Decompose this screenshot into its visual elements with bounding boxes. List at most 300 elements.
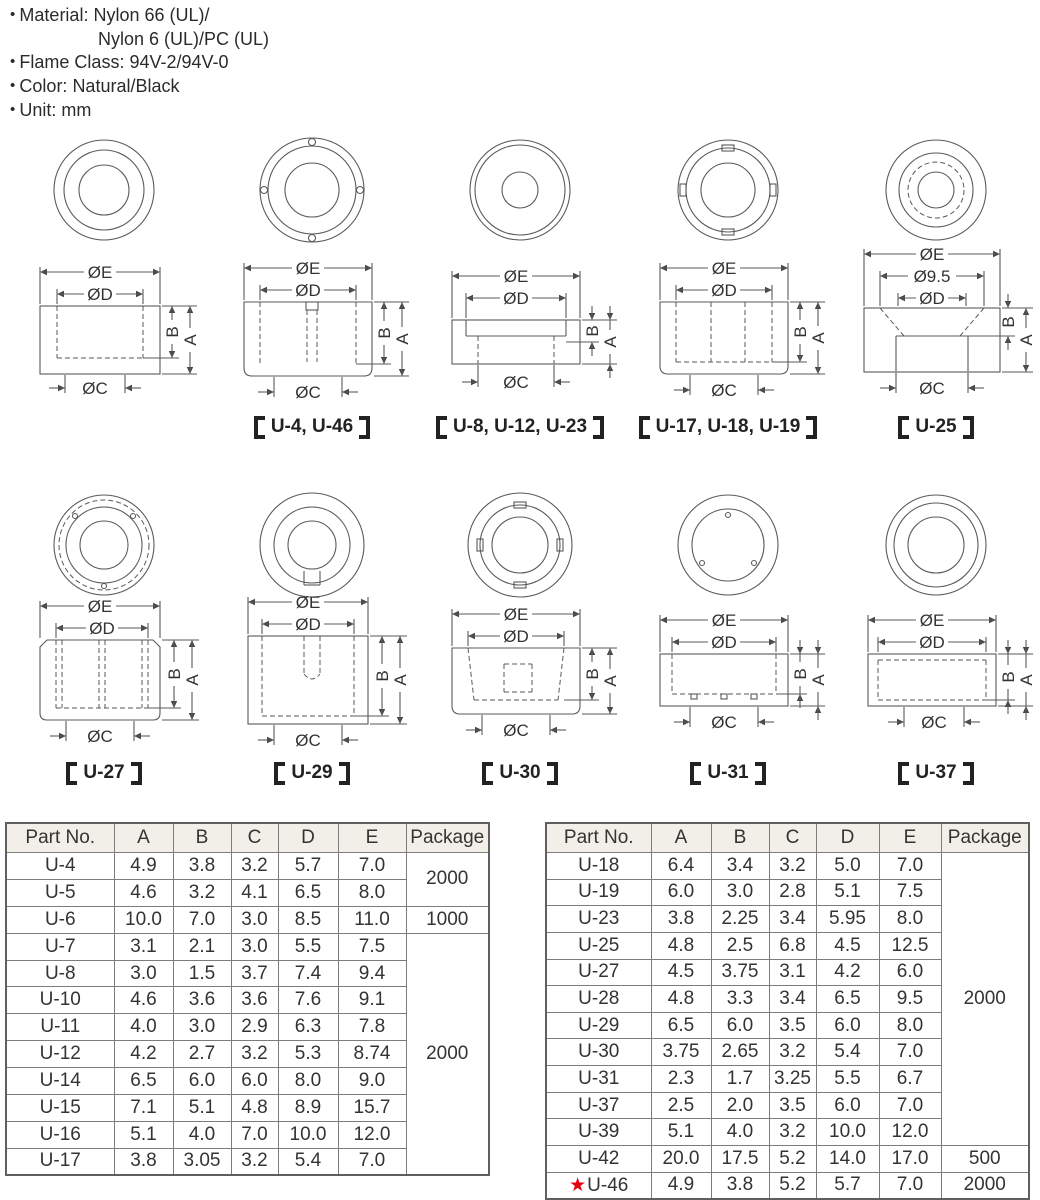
part-cell [546,1172,651,1199]
value-cell: 2.9 [231,1014,278,1041]
value-cell: 6.0 [879,959,941,986]
left-bracket-icon [274,762,285,785]
spec-flame-class [10,51,269,75]
table-row [6,906,489,933]
dim-label: A [1017,334,1036,346]
spec-table-left-mount [5,822,490,1176]
dim-label: A [809,332,828,344]
value-cell: 7.0 [879,853,941,880]
value-cell: 5.7 [816,1172,879,1199]
dim-label: A [1017,674,1036,686]
part-cell [6,960,114,987]
drawings-row-1 [0,124,1040,440]
value-cell: 5.95 [816,906,879,933]
value-cell: 7.0 [173,906,231,933]
left-bracket-icon [898,762,909,785]
part-drawing-svg [624,124,832,412]
value-cell: 3.2 [769,1119,816,1146]
value-cell: 3.75 [651,1039,711,1066]
table-row [6,933,489,960]
dim-label: ØD [89,619,115,638]
column-header: D [816,823,879,853]
part-number: U-4 [44,854,76,876]
part-label [66,760,141,786]
part-drawing-svg [832,124,1040,412]
value-cell: 3.1 [114,933,173,960]
right-bracket-icon [963,416,974,439]
value-cell: 8.5 [278,906,338,933]
part-drawing-u-31 [624,468,832,786]
part-drawing-u-25 [832,124,1040,440]
value-cell: 5.1 [173,1095,231,1122]
column-header: B [173,823,231,853]
part-label [690,760,765,786]
drawings-row-2 [0,468,1040,786]
left-bracket-icon [254,416,265,439]
part-number: U-30 [578,1041,620,1063]
value-cell: 2.65 [711,1039,769,1066]
dim-label: ØD [503,289,529,308]
part-label [898,760,973,786]
part-label-text: U-25 [915,416,957,437]
dim-label: ØE [503,605,529,624]
part-label-text: U-37 [915,762,957,783]
part-number: U-14 [39,1070,81,1092]
value-cell: 10.0 [278,1121,338,1148]
part-cell [546,1066,651,1093]
dim-label: B [583,668,602,680]
part-drawing-svg [832,468,1040,758]
value-cell: 3.2 [231,853,278,880]
value-cell: 7.0 [231,1121,278,1148]
left-bracket-icon [482,762,493,785]
value-cell: 9.1 [338,987,406,1014]
part-drawing-u-27 [0,468,208,786]
value-cell: 4.5 [651,959,711,986]
spec-header [10,4,269,123]
value-cell: 11.0 [338,906,406,933]
value-cell: 5.5 [816,1066,879,1093]
value-cell: 2.3 [651,1066,711,1093]
value-cell: 8.9 [278,1095,338,1122]
value-cell: 3.8 [173,853,231,880]
table-row [546,853,1029,880]
value-cell: 8.0 [338,879,406,906]
dim-label: ØC [921,713,947,732]
part-number: U-8 [44,962,76,984]
package-cell: 2000 [941,1172,1029,1199]
value-cell: 6.8 [769,932,816,959]
spec-unit-text: Unit: mm [19,100,92,120]
value-cell: 4.9 [651,1172,711,1199]
part-number: U-27 [578,961,620,983]
dim-label: ØC [711,713,737,732]
part-cell [6,1068,114,1095]
value-cell: 5.2 [769,1172,816,1199]
spec-color [10,75,269,99]
table-row [6,853,489,880]
value-cell: 3.75 [711,959,769,986]
value-cell: 3.05 [173,1148,231,1175]
part-label-text: U-17, U-18, U-19 [655,416,801,437]
part-number: U-37 [578,1094,620,1116]
value-cell: 4.2 [114,1041,173,1068]
package-cell: 2000 [406,933,489,1175]
value-cell: 3.25 [769,1066,816,1093]
value-cell: 3.7 [231,960,278,987]
value-cell: 1.5 [173,960,231,987]
value-cell: 3.2 [173,879,231,906]
dim-label: ØD [919,633,945,652]
value-cell: 17.0 [879,1146,941,1173]
spec-color-text: Color: Natural/Black [19,76,180,96]
dim-label: B [583,325,602,337]
value-cell: 6.5 [651,1012,711,1039]
value-cell: 6.4 [651,853,711,880]
value-cell: 3.2 [769,853,816,880]
value-cell: 3.4 [711,853,769,880]
dim-label: B [999,316,1018,328]
dim-label: ØE [711,611,737,630]
part-drawing-svg [0,124,208,412]
value-cell: 2.25 [711,906,769,933]
part-cell [546,986,651,1013]
part-label [898,414,973,440]
value-cell: 7.0 [338,853,406,880]
column-header: E [879,823,941,853]
value-cell: 7.0 [879,1039,941,1066]
part-cell [546,1092,651,1119]
column-header: Package [941,823,1029,853]
value-cell: 12.5 [879,932,941,959]
part-number: U-25 [578,934,620,956]
part-cell [6,1121,114,1148]
dim-label: ØD [503,627,529,646]
dim-label: ØC [503,373,529,392]
package-cell: 500 [941,1146,1029,1173]
column-header: D [278,823,338,853]
value-cell: 3.4 [769,906,816,933]
part-cell [546,932,651,959]
value-cell: 3.5 [769,1092,816,1119]
value-cell: 8.74 [338,1041,406,1068]
dim-label: ØC [295,383,321,402]
dim-label: A [181,334,200,346]
part-label-text: U-29 [291,762,333,783]
value-cell: 2.5 [711,932,769,959]
part-cell [6,1095,114,1122]
dim-label: ØC [295,731,321,750]
right-bracket-icon [963,762,974,785]
value-cell: 6.7 [879,1066,941,1093]
part-cell [546,853,651,880]
dim-label: ØE [87,597,113,616]
value-cell: 6.5 [278,879,338,906]
value-cell: 6.5 [114,1068,173,1095]
part-number: U-46 [587,1174,629,1196]
value-cell: 3.2 [231,1041,278,1068]
value-cell: 15.7 [338,1095,406,1122]
dim-label: A [183,674,202,686]
right-bracket-icon [547,762,558,785]
value-cell: 4.6 [114,879,173,906]
part-number: U-17 [39,1150,81,1172]
value-cell: 5.7 [278,853,338,880]
value-cell: 6.0 [816,1092,879,1119]
dim-label: ØD [711,281,737,300]
dim-label: A [809,674,828,686]
value-cell: 5.2 [769,1146,816,1173]
part-drawing-svg [416,468,624,758]
column-header: A [651,823,711,853]
value-cell: 5.4 [278,1148,338,1175]
dim-label: ØC [82,379,108,398]
left-bracket-icon [436,416,447,439]
spec-table-left [5,822,490,1176]
table-row [546,1172,1029,1199]
part-drawing-svg [416,124,624,412]
value-cell: 7.0 [879,1092,941,1119]
value-cell: 3.0 [711,879,769,906]
part-drawing-u-4-u-46 [208,124,416,440]
value-cell: 3.5 [769,1012,816,1039]
dim-label: A [601,675,620,687]
column-header: C [231,823,278,853]
part-cell [6,906,114,933]
value-cell: 3.3 [711,986,769,1013]
value-cell: 3.0 [231,906,278,933]
part-number: U-19 [578,881,620,903]
right-bracket-icon [339,762,350,785]
value-cell: 14.0 [816,1146,879,1173]
dim-label: ØD [295,615,321,634]
part-label [482,760,557,786]
part-number: U-42 [578,1147,620,1169]
value-cell: 3.6 [231,987,278,1014]
value-cell: 3.1 [769,959,816,986]
spec-table-right-mount [545,822,1030,1200]
part-number: U-29 [578,1014,620,1036]
dim-label: B [373,670,392,682]
value-cell: 3.2 [769,1039,816,1066]
part-number: U-23 [578,908,620,930]
part-label [639,414,818,440]
value-cell: 6.0 [231,1068,278,1095]
value-cell: 9.0 [338,1068,406,1095]
value-cell: 4.0 [173,1121,231,1148]
value-cell: 4.0 [711,1119,769,1146]
dim-label: ØE [711,259,737,278]
value-cell: 7.8 [338,1014,406,1041]
part-cell [546,906,651,933]
spec-material-cont [10,28,269,51]
part-label [436,414,604,440]
column-header: E [338,823,406,853]
dim-label: B [791,668,810,680]
dim-label: ØD [87,285,113,304]
value-cell: 8.0 [278,1068,338,1095]
part-number: U-31 [578,1067,620,1089]
value-cell: 20.0 [651,1146,711,1173]
value-cell: 7.5 [338,933,406,960]
value-cell: 3.4 [769,986,816,1013]
part-cell [546,879,651,906]
value-cell: 17.5 [711,1146,769,1173]
part-cell [546,1146,651,1173]
dim-label: ØC [711,381,737,400]
part-cell [546,1012,651,1039]
value-cell: 7.0 [879,1172,941,1199]
column-header: B [711,823,769,853]
value-cell: 6.0 [711,1012,769,1039]
column-header: Part No. [6,823,114,853]
part-label-text: U-8, U-12, U-23 [452,416,588,437]
spec-flame-text: Flame Class: 94V-2/94V-0 [19,52,229,72]
part-label-text: U-31 [707,762,749,783]
dim-label: ØE [919,611,945,630]
value-cell: 8.0 [879,906,941,933]
part-cell [6,1041,114,1068]
value-cell: 3.2 [231,1148,278,1175]
value-cell: 4.8 [231,1095,278,1122]
part-drawing-unlabeled [0,124,208,440]
column-header: C [769,823,816,853]
left-bracket-icon [690,762,701,785]
star-icon: ★ [569,1174,587,1196]
right-bracket-icon [131,762,142,785]
dim-label: ØC [503,721,529,740]
value-cell: 7.6 [278,987,338,1014]
dim-label: B [163,326,182,338]
part-label [274,760,349,786]
dim-label: ØD [295,281,321,300]
part-number: U-10 [39,989,81,1011]
part-label-text: U-27 [83,762,125,783]
value-cell: 5.0 [816,853,879,880]
part-drawing-u-30 [416,468,624,786]
spec-material-text: Material: Nylon 66 (UL)/ [19,5,210,25]
part-drawing-svg [0,468,208,758]
dim-label: ØD [919,289,945,308]
part-number: U-18 [578,854,620,876]
value-cell: 2.1 [173,933,231,960]
value-cell: 9.5 [879,986,941,1013]
part-number: U-7 [44,935,76,957]
value-cell: 6.0 [173,1068,231,1095]
value-cell: 2.5 [651,1092,711,1119]
value-cell: 4.8 [651,932,711,959]
dim-label: B [375,327,394,339]
dim-label: ØE [295,593,321,612]
value-cell: 3.6 [173,987,231,1014]
part-cell [6,1148,114,1175]
part-drawing-u-29 [208,468,416,786]
value-cell: 8.0 [879,1012,941,1039]
part-drawing-u-37 [832,468,1040,786]
spec-material-cont-text: Nylon 6 (UL)/PC (UL) [98,29,270,49]
left-bracket-icon [898,416,909,439]
part-number: U-11 [40,1016,81,1038]
spec-material [10,4,269,28]
part-label-text: U-4, U-46 [270,416,354,437]
right-bracket-icon [593,416,604,439]
dim-label: ØE [503,267,529,286]
value-cell: 6.3 [278,1014,338,1041]
value-cell: 4.1 [231,879,278,906]
value-cell: 7.1 [114,1095,173,1122]
right-bracket-icon [806,416,817,439]
header-row [6,823,489,853]
dim-label: ØC [87,727,113,746]
dim-label: A [393,333,412,345]
dim-label: A [601,336,620,348]
value-cell: 3.8 [711,1172,769,1199]
column-header: Package [406,823,489,853]
left-bracket-icon [639,416,650,439]
value-cell: 2.0 [711,1092,769,1119]
value-cell: 4.9 [114,853,173,880]
dim-label: ØE [87,263,113,282]
spec-unit [10,99,269,123]
dim-label: B [165,668,184,680]
part-drawing-u-17-u-18-u-19 [624,124,832,440]
value-cell: 7.4 [278,960,338,987]
table-row [546,1146,1029,1173]
value-cell: 3.0 [231,933,278,960]
dim-label: ØC [919,379,945,398]
part-number: U-5 [44,881,76,903]
value-cell: 6.0 [816,1012,879,1039]
value-cell: 6.0 [651,879,711,906]
left-bracket-icon [66,762,77,785]
value-cell: 4.8 [651,986,711,1013]
package-cell: 2000 [941,853,1029,1146]
part-number: U-16 [39,1123,81,1145]
part-label-text: U-30 [499,762,541,783]
value-cell: 1.7 [711,1066,769,1093]
value-cell: 5.5 [278,933,338,960]
value-cell: 3.0 [114,960,173,987]
spec-table-right [545,822,1030,1200]
part-number: U-28 [578,988,620,1010]
dim-label: ØE [295,259,321,278]
value-cell: 3.0 [173,1014,231,1041]
value-cell: 5.3 [278,1041,338,1068]
value-cell: 5.1 [816,879,879,906]
value-cell: 3.8 [114,1148,173,1175]
dim-label: ØD [711,633,737,652]
value-cell: 9.4 [338,960,406,987]
part-cell [546,959,651,986]
part-cell [6,879,114,906]
value-cell: 12.0 [338,1121,406,1148]
part-drawing-svg [208,124,416,412]
value-cell: 2.8 [769,879,816,906]
part-number: U-15 [39,1096,81,1118]
dim-label: A [391,674,410,686]
part-drawing-svg [208,468,416,758]
value-cell: 6.5 [816,986,879,1013]
part-cell [6,853,114,880]
part-number: U-12 [39,1043,81,1065]
value-cell: 4.6 [114,987,173,1014]
value-cell: 5.1 [651,1119,711,1146]
value-cell: 2.7 [173,1041,231,1068]
dim-label: B [999,671,1018,683]
value-cell: 7.5 [879,879,941,906]
part-drawing-svg [624,468,832,758]
column-header: A [114,823,173,853]
